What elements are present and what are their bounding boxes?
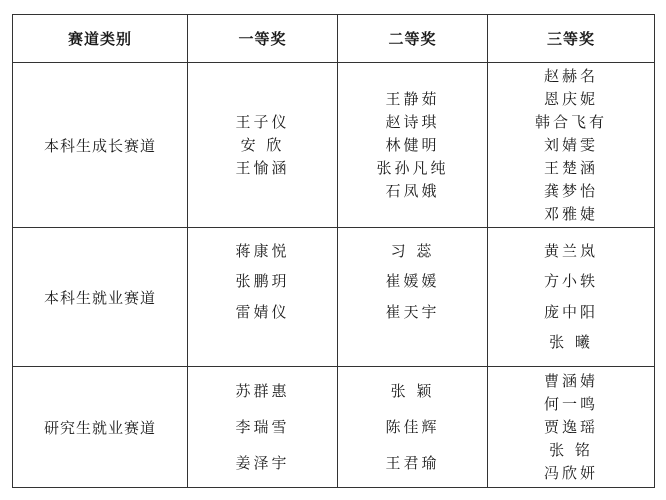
name-list [338, 88, 487, 203]
header-row [13, 15, 655, 63]
category-label: 本科生就业赛道 [43, 288, 156, 307]
header-second-prize: 二等奖 [338, 15, 488, 63]
winner-name: 韩合飞有 [534, 112, 607, 131]
table-row [13, 228, 655, 367]
winner-name: 恩庆妮 [543, 89, 598, 108]
winner-name: 方小轶 [543, 272, 598, 291]
winner-name: 刘婧雯 [543, 135, 598, 154]
winner-name: 崔媛媛 [385, 272, 440, 291]
third-prize-cell [488, 367, 655, 488]
name-list [488, 65, 654, 226]
winner-name: 王君瑜 [385, 453, 440, 472]
first-prize-cell [188, 367, 338, 488]
category-label: 研究生就业赛道 [43, 418, 156, 437]
winner-name: 姜泽宇 [235, 453, 290, 472]
header-third-prize: 三等奖 [488, 15, 655, 63]
winner-name: 王静茹 [385, 89, 440, 108]
winner-name: 曹涵婧 [543, 371, 598, 390]
winner-name: 王楚涵 [543, 158, 598, 177]
second-prize-cell [338, 63, 488, 228]
header-first-prize: 一等奖 [188, 15, 338, 63]
name-list [488, 228, 654, 366]
winner-name: 陈佳辉 [385, 417, 440, 436]
second-prize-cell [338, 228, 488, 367]
name-list [338, 367, 487, 487]
winner-name: 林健明 [385, 135, 440, 154]
name-list [338, 228, 487, 366]
winner-name: 蒋康悦 [235, 241, 290, 260]
winner-name: 李瑞雪 [235, 417, 290, 436]
winner-name: 张 颖 [390, 381, 435, 400]
second-prize-cell [338, 367, 488, 488]
winner-name: 雷婧仪 [235, 302, 290, 321]
winner-name: 张孙凡纯 [376, 158, 449, 177]
header-category: 赛道类别 [13, 15, 188, 63]
winner-name: 王子仪 [235, 112, 290, 131]
table-row [13, 63, 655, 228]
winner-name: 崔天宇 [385, 302, 440, 321]
winner-name: 习 蕊 [390, 241, 435, 260]
winner-name: 赵赫名 [543, 66, 598, 85]
winner-name: 龚梦怡 [543, 181, 598, 200]
category-cell [13, 228, 188, 367]
winner-name: 庞中阳 [543, 302, 598, 321]
winner-name: 王愉涵 [235, 158, 290, 177]
winner-name: 张 铭 [549, 440, 593, 459]
first-prize-cell [188, 63, 338, 228]
name-list [188, 367, 337, 487]
first-prize-cell [188, 228, 338, 367]
winner-name: 贾逸瑶 [543, 417, 598, 436]
category-label: 本科生成长赛道 [43, 136, 156, 155]
third-prize-cell [488, 228, 655, 367]
winner-name: 何一鸣 [543, 394, 598, 413]
third-prize-cell [488, 63, 655, 228]
name-list [188, 111, 337, 180]
category-cell [13, 367, 188, 488]
winner-name: 苏群惠 [235, 381, 290, 400]
name-list [188, 228, 337, 366]
winner-name: 张鹏玥 [235, 272, 290, 291]
winner-name: 赵诗琪 [385, 112, 440, 131]
winner-name: 安 欣 [240, 135, 285, 154]
award-table [12, 14, 655, 488]
winner-name: 冯欣妍 [543, 463, 598, 482]
winner-name: 石凤娥 [385, 181, 440, 200]
winner-name: 张 曦 [549, 333, 593, 352]
category-cell [13, 63, 188, 228]
name-list [488, 370, 654, 485]
winner-name: 黄兰岚 [543, 241, 598, 260]
table-row [13, 367, 655, 488]
winner-name: 邓雅婕 [543, 204, 598, 223]
